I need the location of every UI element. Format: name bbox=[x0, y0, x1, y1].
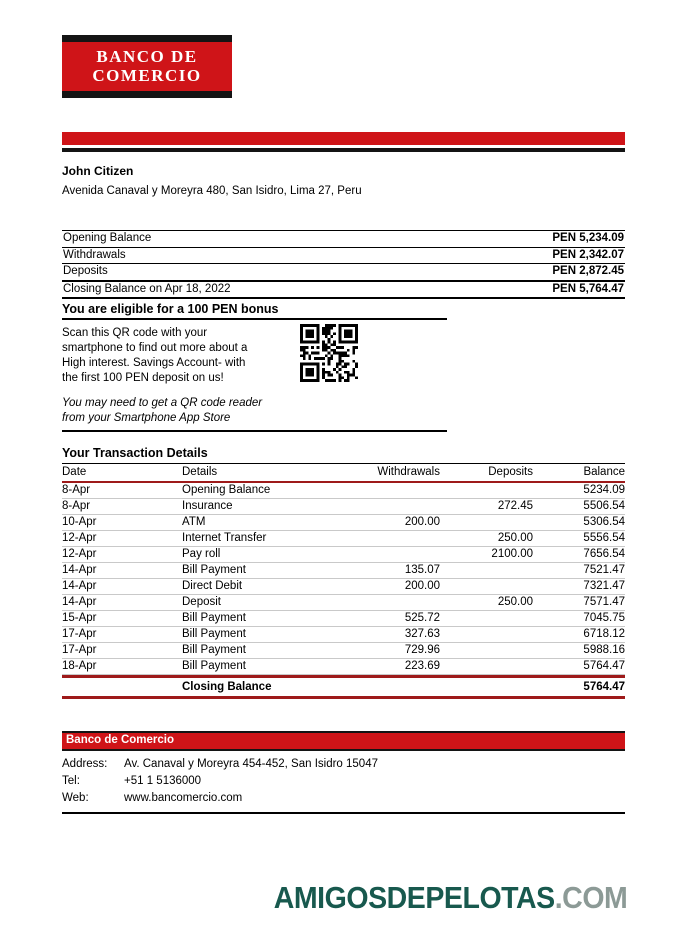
tx-deposit bbox=[440, 628, 533, 641]
tx-withdrawal bbox=[325, 596, 440, 609]
closing-balance-row bbox=[62, 675, 625, 699]
tx-balance: 7656.54 bbox=[583, 548, 625, 560]
col-header-deposits: Deposits bbox=[488, 466, 533, 478]
promo-body-line: High interest. Savings Account- with bbox=[62, 357, 246, 369]
summary-label: Closing Balance on Apr 18, 2022 bbox=[63, 282, 231, 295]
summary-value: PEN 5,234.09 bbox=[552, 232, 624, 244]
transaction-row bbox=[62, 579, 625, 595]
promo-section bbox=[62, 326, 625, 386]
contact-row bbox=[62, 790, 625, 807]
tx-date: 15-Apr bbox=[62, 612, 97, 624]
summary-row bbox=[62, 263, 625, 280]
closing-empty-date bbox=[62, 680, 182, 694]
tx-balance: 5988.16 bbox=[583, 644, 625, 656]
footer-bank-name: Banco de Comercio bbox=[66, 734, 174, 746]
watermark-suffix-text: .COM bbox=[554, 880, 627, 915]
watermark-main-text: AMIGOSDEPELOTAS bbox=[273, 880, 555, 915]
tx-balance: 7045.75 bbox=[583, 612, 625, 624]
promo-body-line: the first 100 PEN deposit on us! bbox=[62, 372, 224, 384]
promo-body-line: smartphone to find out more about a bbox=[62, 342, 248, 354]
transaction-row bbox=[62, 563, 625, 579]
tx-deposit: 250.00 bbox=[497, 532, 533, 544]
summary-row bbox=[62, 280, 625, 298]
summary-row bbox=[62, 230, 625, 247]
header-red-divider bbox=[62, 132, 625, 145]
tx-details: Bill Payment bbox=[182, 564, 246, 576]
tx-details: Bill Payment bbox=[182, 644, 246, 656]
transaction-row bbox=[62, 611, 625, 627]
tx-balance: 5764.47 bbox=[583, 660, 625, 672]
contact-row bbox=[62, 773, 625, 790]
qr-code bbox=[300, 324, 358, 382]
tx-withdrawal bbox=[325, 484, 440, 497]
transaction-row bbox=[62, 531, 625, 547]
contact-label: Web: bbox=[62, 792, 89, 804]
transaction-row bbox=[62, 659, 625, 675]
bank-logo bbox=[62, 35, 232, 98]
transaction-row bbox=[62, 483, 625, 499]
summary-label: Deposits bbox=[63, 265, 108, 277]
promo-title: You are eligible for a 100 PEN bonus bbox=[62, 302, 447, 320]
tx-date: 14-Apr bbox=[62, 580, 97, 592]
footer-bottom-divider bbox=[62, 812, 625, 814]
contact-label: Address: bbox=[62, 758, 108, 770]
tx-withdrawal: 200.00 bbox=[404, 516, 440, 528]
closing-balance-label: Closing Balance bbox=[182, 681, 272, 693]
contact-value: Av. Canaval y Moreyra 454-452, San Isidro 15047 bbox=[124, 758, 378, 770]
transaction-row bbox=[62, 643, 625, 659]
tx-details: Bill Payment bbox=[182, 660, 246, 672]
transactions-header-row bbox=[62, 463, 625, 483]
header-black-divider bbox=[62, 148, 625, 152]
tx-deposit bbox=[440, 564, 533, 577]
tx-deposit bbox=[440, 516, 533, 529]
tx-details: Bill Payment bbox=[182, 612, 246, 624]
tx-withdrawal: 223.69 bbox=[404, 660, 440, 672]
tx-withdrawal: 525.72 bbox=[404, 612, 440, 624]
transactions-body bbox=[62, 483, 625, 675]
summary-value: PEN 5,764.47 bbox=[552, 282, 624, 295]
transaction-row bbox=[62, 627, 625, 643]
col-header-withdrawals: Withdrawals bbox=[377, 466, 440, 478]
transactions-title: Your Transaction Details bbox=[62, 446, 208, 460]
bank-statement-document bbox=[0, 35, 687, 946]
tx-withdrawal bbox=[325, 532, 440, 545]
col-header-details: Details bbox=[182, 466, 218, 478]
contact-value: www.bancomercio.com bbox=[124, 792, 243, 804]
tx-balance: 6718.12 bbox=[583, 628, 625, 640]
tx-date: 17-Apr bbox=[62, 644, 97, 656]
contact-value: +51 1 5136000 bbox=[124, 775, 202, 787]
tx-withdrawal bbox=[325, 548, 440, 561]
closing-balance-value: 5764.47 bbox=[583, 681, 625, 693]
tx-date: 12-Apr bbox=[62, 532, 97, 544]
tx-date: 12-Apr bbox=[62, 548, 97, 560]
qr-reader-note-line2: from your Smartphone App Store bbox=[62, 412, 231, 424]
tx-details: Insurance bbox=[182, 500, 233, 512]
tx-deposit bbox=[440, 644, 533, 657]
promo-body-text bbox=[62, 326, 300, 386]
tx-date: 14-Apr bbox=[62, 596, 97, 608]
statement-content bbox=[0, 35, 687, 814]
tx-deposit bbox=[440, 612, 533, 625]
transaction-row bbox=[62, 547, 625, 563]
tx-balance: 5556.54 bbox=[583, 532, 625, 544]
transaction-row bbox=[62, 595, 625, 611]
col-header-balance: Balance bbox=[583, 466, 625, 478]
tx-details: Bill Payment bbox=[182, 628, 246, 640]
transaction-row bbox=[62, 499, 625, 515]
tx-details: Pay roll bbox=[182, 548, 221, 560]
tx-balance: 7571.47 bbox=[583, 596, 625, 608]
tx-withdrawal: 729.96 bbox=[404, 644, 440, 656]
tx-date: 18-Apr bbox=[62, 660, 97, 672]
tx-deposit: 250.00 bbox=[497, 596, 533, 608]
tx-details: Opening Balance bbox=[182, 484, 271, 496]
tx-date: 14-Apr bbox=[62, 564, 97, 576]
tx-details: Internet Transfer bbox=[182, 532, 267, 544]
bank-logo-line2: COMERCIO bbox=[92, 66, 202, 85]
tx-balance: 5306.54 bbox=[583, 516, 625, 528]
tx-details: Deposit bbox=[182, 596, 221, 608]
transactions-table bbox=[62, 463, 625, 699]
contact-label: Tel: bbox=[62, 775, 80, 787]
summary-value: PEN 2,342.07 bbox=[552, 248, 624, 261]
account-summary-table bbox=[62, 230, 625, 299]
summary-value: PEN 2,872.45 bbox=[552, 265, 624, 277]
tx-date: 8-Apr bbox=[62, 484, 91, 496]
customer-name: John Citizen bbox=[62, 164, 134, 178]
tx-date: 17-Apr bbox=[62, 628, 97, 640]
summary-row bbox=[62, 247, 625, 264]
tx-deposit bbox=[440, 484, 533, 497]
col-header-date: Date bbox=[62, 466, 87, 478]
tx-date: 10-Apr bbox=[62, 516, 97, 528]
promo-body-line: Scan this QR code with your bbox=[62, 327, 208, 339]
summary-label: Opening Balance bbox=[63, 232, 152, 244]
tx-balance: 5234.09 bbox=[583, 484, 625, 496]
tx-deposit: 272.45 bbox=[497, 500, 533, 512]
tx-deposit bbox=[440, 660, 533, 673]
tx-withdrawal: 200.00 bbox=[404, 580, 440, 592]
contact-row bbox=[62, 756, 625, 773]
footer-contact-list bbox=[62, 756, 625, 807]
tx-details: Direct Debit bbox=[182, 580, 243, 592]
bank-logo-line1: BANCO DE bbox=[96, 47, 198, 66]
tx-balance: 7521.47 bbox=[583, 564, 625, 576]
tx-balance: 7321.47 bbox=[583, 580, 625, 592]
tx-deposit: 2100.00 bbox=[491, 548, 533, 560]
transaction-row bbox=[62, 515, 625, 531]
customer-block bbox=[62, 164, 625, 198]
closing-empty-withdrawals bbox=[325, 680, 440, 694]
customer-address: Avenida Canaval y Moreyra 480, San Isidro, Lima 27, Peru bbox=[62, 185, 362, 197]
tx-withdrawal: 135.07 bbox=[404, 564, 440, 576]
tx-withdrawal bbox=[325, 500, 440, 513]
tx-deposit bbox=[440, 580, 533, 593]
qr-reader-note bbox=[62, 396, 447, 432]
qr-reader-note-line1: You may need to get a QR code reader bbox=[62, 397, 263, 409]
tx-date: 8-Apr bbox=[62, 500, 91, 512]
footer-bank-name-bar bbox=[62, 731, 625, 751]
summary-label: Withdrawals bbox=[63, 248, 126, 261]
tx-balance: 5506.54 bbox=[583, 500, 625, 512]
closing-empty-deposits bbox=[440, 680, 533, 694]
tx-details: ATM bbox=[182, 516, 206, 528]
tx-withdrawal: 327.63 bbox=[404, 628, 440, 640]
